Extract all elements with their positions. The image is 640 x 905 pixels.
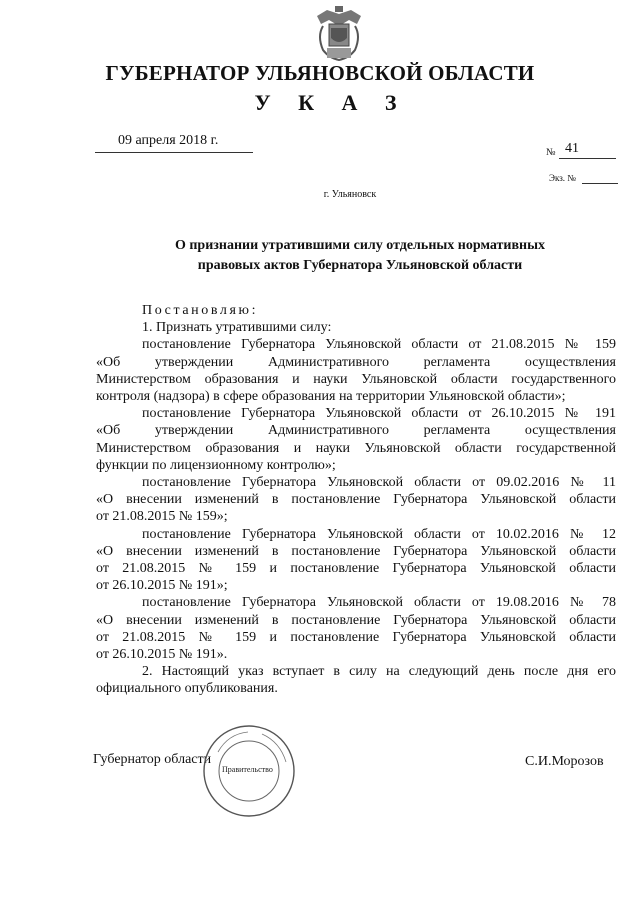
signature-position: Губернатор области <box>93 752 212 767</box>
paragraph-line: постановление Губернатора Ульяновской области от 09.02.2016 № 11 <box>142 475 616 491</box>
paragraph-line: 1. Признать утратившими силу: <box>142 320 332 336</box>
paragraph-line: постановление Губернатора Ульяновской области от 19.08.2016 № 78 <box>142 595 616 611</box>
paragraph-line: «О внесении изменений в постановление Губернатора Ульяновской области <box>96 492 616 508</box>
title-line: О признании утратившими силу отдельных нормативных <box>174 238 546 253</box>
document-number: 41 <box>565 141 579 156</box>
paragraph-line: Постановляю: <box>142 303 259 318</box>
paragraph-line: от 26.10.2015 № 191»; <box>96 578 228 594</box>
document-body <box>96 302 616 698</box>
copy-number-underline <box>582 183 618 184</box>
stamp-text: Правительство <box>222 765 273 774</box>
paragraph-line: от 21.08.2015 № 159»; <box>96 509 228 525</box>
copy-number-label: Экз. № <box>549 173 576 183</box>
paragraph-line: Министерством образования и науки Ульяновской области государственного <box>96 371 616 387</box>
document-date: 09 апреля 2018 г. <box>118 133 219 148</box>
paragraph-line: Министерством образования и науки Ульяновской области государственной <box>96 440 616 456</box>
paragraph-line: от 26.10.2015 № 191». <box>96 647 228 663</box>
paragraph-line: постановление Губернатора Ульяновской области от 10.02.2016 № 12 <box>142 526 616 542</box>
paragraph-line: от 21.08.2015 № 159 и постановление Губернатора Ульяновской области <box>96 561 616 577</box>
paragraph-line: постановление Губернатора Ульяновской области от 21.08.2015 № 159 <box>142 337 616 353</box>
paragraph-line: контроля (надзора) в сфере образования на территории Ульяновской области»; <box>96 389 566 405</box>
paragraph-line: «Об утверждении Административного регламента осуществления <box>96 354 616 370</box>
paragraph-line: функции по лицензионному контролю»; <box>96 457 336 473</box>
document-type: У К А З <box>254 90 408 115</box>
paragraph-line: «Об утверждении Административного регламента осуществления <box>96 423 616 439</box>
signatory-name: С.И.Морозов <box>525 754 604 769</box>
title-line: правовых актов Губернатора Ульяновской области <box>197 258 523 273</box>
date-underline <box>95 152 253 153</box>
number-underline <box>559 158 616 159</box>
paragraph-line: «О внесении изменений в постановление Губернатора Ульяновской области <box>96 612 616 628</box>
number-label: № <box>546 147 556 158</box>
document-title <box>130 236 590 276</box>
coat-of-arms-icon <box>309 6 369 66</box>
paragraph-line: от 21.08.2015 № 159 и постановление Губернатора Ульяновской области <box>96 629 616 645</box>
city: г. Ульяновск <box>323 189 377 200</box>
paragraph-line: «О внесении изменений в постановление Губернатора Ульяновской области <box>96 543 616 559</box>
paragraph-line: 2. Настоящий указ вступает в силу на следующий день после дня его <box>142 664 616 680</box>
paragraph-line: официального опубликования. <box>96 681 278 697</box>
paragraph-line: постановление Губернатора Ульяновской области от 26.10.2015 № 191 <box>142 406 616 422</box>
org-name: ГУБЕРНАТОР УЛЬЯНОВСКОЙ ОБЛАСТИ <box>105 61 535 85</box>
